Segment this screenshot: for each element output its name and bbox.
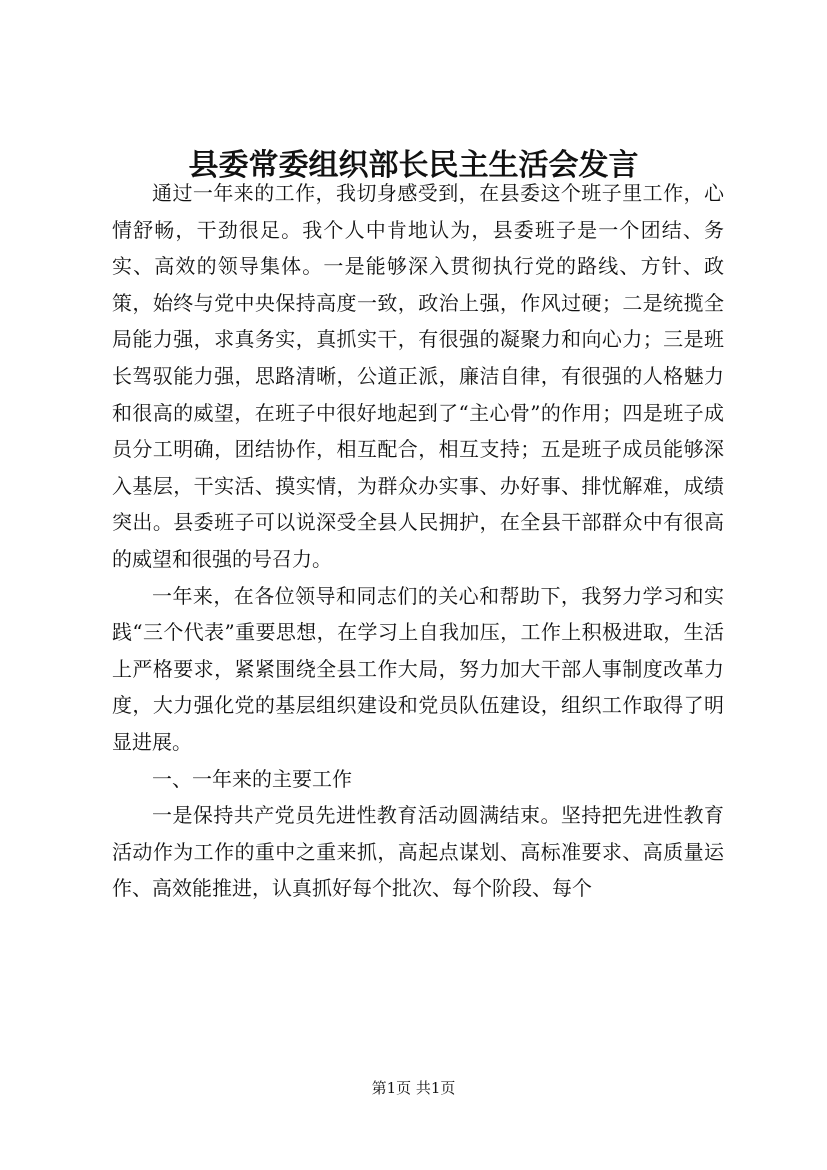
body-paragraph: 一年来，在各位领导和同志们的关心和帮助下，我努力学习和实践“三个代表”重要思想，在学习上自我加压，工作上积极进取，生活上严格要求，紧紧围绕全县工作大局，努力加大干部人事制度改革力度，大力强化党的基层组织建设和党员队伍建设，组织工作取得了明显进展。 [112, 583, 724, 754]
body-paragraph: 通过一年来的工作，我切身感受到，在县委这个班子里工作，心情舒畅，干劲很足。我个人中肯地认为，县委班子是一个团结、务实、高效的领导集体。一是能够深入贯彻执行党的路线、方针、政策，始终与党中央保持高度一致，政治上强，作风过硬；二是统揽全局能力强，求真务实，真抓实干，有很强的凝聚力和向心力；三是班长驾驭能力强，思路清晰，公道正派，廉洁自律，有很强的人格魅力和很高的威望，在班子中很好地起到了“主心骨”的作用；四是班子成员分工明确，团结协作，相互配合，相互支持；五是班子成员能够深入基层，干实活、摸实情，为群众办实事、办好事、排忧解难，成绩突出。县委班子可以说深受全县人民拥护，在全县干部群众中有很高的威望和很强的号召力。 [112, 181, 724, 571]
document-title: 县委常委组织部长民主生活会发言 [188, 148, 639, 183]
body-paragraph: 一是保持共产党员先进性教育活动圆满结束。坚持把先进性教育活动作为工作的重中之重来抓，高起点谋划、高标准要求、高质量运作、高效能推进，认真抓好每个批次、每个阶段、每个 [112, 803, 724, 901]
document-body [112, 175, 724, 907]
section-heading: 一、一年来的主要工作 [152, 766, 352, 791]
page-footer: 第1页 共1页 [371, 1079, 456, 1097]
